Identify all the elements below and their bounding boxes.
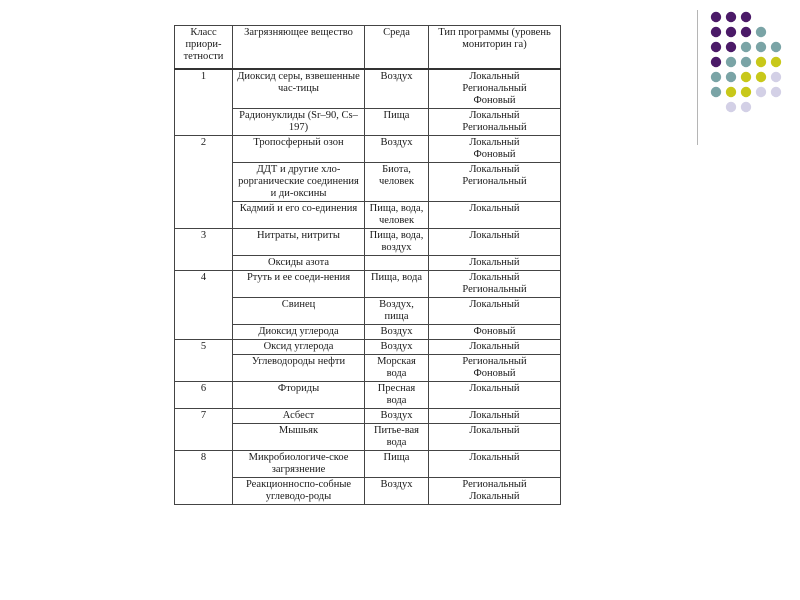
- program-type-value: Локальный: [469, 410, 520, 421]
- pollutant-cell: Диоксид углерода: [233, 325, 365, 340]
- program-type-cell: [429, 69, 561, 109]
- program-type-value: Локальный: [469, 383, 520, 394]
- program-type-value: Фоновый: [473, 95, 516, 106]
- pollutant-cell: Тропосферный озон: [233, 136, 365, 163]
- priority-class-cell: 8: [175, 451, 233, 505]
- decorative-dot: [756, 27, 766, 37]
- medium-cell: Воздух: [365, 325, 429, 340]
- decorative-dot: [741, 27, 751, 37]
- program-type-value: Фоновый: [473, 149, 516, 160]
- table-row: [175, 69, 561, 109]
- table-row: [175, 409, 561, 424]
- decorative-dot: [741, 12, 751, 22]
- table-row: [175, 202, 561, 229]
- program-type-cell: [429, 271, 561, 298]
- decorative-dot: [711, 42, 721, 52]
- table-row: [175, 382, 561, 409]
- program-type-cell: [429, 136, 561, 163]
- program-type-value: Локальный: [469, 272, 520, 283]
- medium-cell: Питье-вая вода: [365, 424, 429, 451]
- pollutant-cell: Диоксид серы, взвешенные час-тицы: [233, 69, 365, 109]
- priority-class-cell: 7: [175, 409, 233, 451]
- program-type-value: Локальный: [469, 299, 520, 310]
- decorative-dot: [726, 72, 736, 82]
- program-type-cell: [429, 355, 561, 382]
- pollutant-cell: Кадмий и его со-единения: [233, 202, 365, 229]
- table-row: [175, 109, 561, 136]
- medium-cell: Воздух: [365, 409, 429, 424]
- decorative-dot: [711, 87, 721, 97]
- pollutant-cell: Нитраты, нитриты: [233, 229, 365, 256]
- medium-cell: Воздух: [365, 69, 429, 109]
- program-type-value: Региональный: [462, 176, 527, 187]
- priority-class-cell: 4: [175, 271, 233, 340]
- decorative-dot: [726, 27, 736, 37]
- program-type-cell: [429, 424, 561, 451]
- program-type-cell: [429, 109, 561, 136]
- program-type-value: Локальный: [469, 425, 520, 436]
- medium-cell: Пища, вода: [365, 271, 429, 298]
- table-row: [175, 256, 561, 271]
- table-body: [175, 69, 561, 505]
- header-priority-class: Класс приори-тетности: [175, 26, 233, 70]
- header-pollutant: Загрязняющее вещество: [233, 26, 365, 70]
- decorative-dot: [771, 57, 781, 67]
- medium-cell: Воздух: [365, 478, 429, 505]
- program-type-value: Фоновый: [473, 368, 516, 379]
- pollutant-cell: Реакционноспо-собные углеводо-роды: [233, 478, 365, 505]
- program-type-cell: [429, 382, 561, 409]
- table-header-row: [175, 26, 561, 70]
- decorative-divider-line: [697, 10, 698, 145]
- table-row: [175, 355, 561, 382]
- table-row: [175, 340, 561, 355]
- priority-class-cell: 5: [175, 340, 233, 382]
- priority-class-cell: 3: [175, 229, 233, 271]
- program-type-value: Локальный: [469, 110, 520, 121]
- decorative-dot: [741, 42, 751, 52]
- program-type-value: Фоновый: [473, 326, 516, 337]
- program-type-value: Региональный: [462, 479, 527, 490]
- decorative-dot: [756, 57, 766, 67]
- pollutant-cell: ДДТ и другие хло-рорганические соединения и ди-оксины: [233, 163, 365, 202]
- decorative-dot: [726, 102, 736, 112]
- program-type-value: Локальный: [469, 230, 520, 241]
- program-type-value: Региональный: [462, 284, 527, 295]
- program-type-cell: [429, 163, 561, 202]
- medium-cell: Пища, вода, человек: [365, 202, 429, 229]
- priority-class-cell: 1: [175, 69, 233, 136]
- program-type-cell: [429, 409, 561, 424]
- decorative-dot: [711, 72, 721, 82]
- program-type-cell: [429, 256, 561, 271]
- program-type-value: Региональный: [462, 83, 527, 94]
- medium-cell: Биота, человек: [365, 163, 429, 202]
- decorative-dot: [726, 12, 736, 22]
- medium-cell: Морская вода: [365, 355, 429, 382]
- decorative-dot: [711, 57, 721, 67]
- pollutant-cell: Фториды: [233, 382, 365, 409]
- decorative-dot: [771, 42, 781, 52]
- program-type-cell: [429, 478, 561, 505]
- pollutant-cell: Асбест: [233, 409, 365, 424]
- decorative-dot: [756, 42, 766, 52]
- decorative-dot: [741, 87, 751, 97]
- program-type-value: Локальный: [469, 71, 520, 82]
- program-type-cell: [429, 229, 561, 256]
- pollutant-cell: Радионуклиды (Sr–90, Cs–197): [233, 109, 365, 136]
- decorative-dot: [741, 57, 751, 67]
- program-type-cell: [429, 202, 561, 229]
- decorative-dot: [756, 72, 766, 82]
- table-row: [175, 163, 561, 202]
- program-type-value: Локальный: [469, 137, 520, 148]
- table-row: [175, 271, 561, 298]
- pollutant-cell: Ртуть и ее соеди-нения: [233, 271, 365, 298]
- table-row: [175, 298, 561, 325]
- medium-cell: Пресная вода: [365, 382, 429, 409]
- program-type-value: Локальный: [469, 164, 520, 175]
- decorative-dot: [711, 12, 721, 22]
- table-row: [175, 424, 561, 451]
- pollutant-cell: Углеводороды нефти: [233, 355, 365, 382]
- program-type-cell: [429, 325, 561, 340]
- header-program-type: Тип программы (уровень мониторин га): [429, 26, 561, 70]
- decorative-dot: [741, 102, 751, 112]
- medium-cell: Воздух: [365, 340, 429, 355]
- decorative-dot: [741, 72, 751, 82]
- decorative-dot: [756, 87, 766, 97]
- decorative-dot: [711, 27, 721, 37]
- medium-cell: Воздух: [365, 136, 429, 163]
- header-medium: Среда: [365, 26, 429, 70]
- program-type-cell: [429, 298, 561, 325]
- table-row: [175, 325, 561, 340]
- medium-cell: [365, 256, 429, 271]
- table-row: [175, 478, 561, 505]
- program-type-value: Локальный: [469, 452, 520, 463]
- decorative-dot: [771, 72, 781, 82]
- program-type-cell: [429, 340, 561, 355]
- pollutant-cell: Оксид углерода: [233, 340, 365, 355]
- medium-cell: Пища: [365, 109, 429, 136]
- program-type-cell: [429, 451, 561, 478]
- priority-class-cell: 2: [175, 136, 233, 229]
- decorative-dot: [726, 57, 736, 67]
- table-row: [175, 451, 561, 478]
- priority-pollutants-table: [174, 25, 561, 505]
- table-row: [175, 136, 561, 163]
- program-type-value: Региональный: [462, 122, 527, 133]
- medium-cell: Пища, вода, воздух: [365, 229, 429, 256]
- pollutant-cell: Мышьяк: [233, 424, 365, 451]
- program-type-value: Региональный: [462, 356, 527, 367]
- decorative-dot: [771, 87, 781, 97]
- pollutant-cell: Оксиды азота: [233, 256, 365, 271]
- pollutant-cell: Микробиологиче-ское загрязнение: [233, 451, 365, 478]
- decorative-dot: [726, 87, 736, 97]
- priority-class-cell: 6: [175, 382, 233, 409]
- medium-cell: Воздух, пища: [365, 298, 429, 325]
- program-type-value: Локальный: [469, 491, 520, 502]
- pollutant-cell: Свинец: [233, 298, 365, 325]
- program-type-value: Локальный: [469, 257, 520, 268]
- program-type-value: Локальный: [469, 341, 520, 352]
- medium-cell: Пища: [365, 451, 429, 478]
- decorative-dot: [726, 42, 736, 52]
- program-type-value: Локальный: [469, 203, 520, 214]
- table-row: [175, 229, 561, 256]
